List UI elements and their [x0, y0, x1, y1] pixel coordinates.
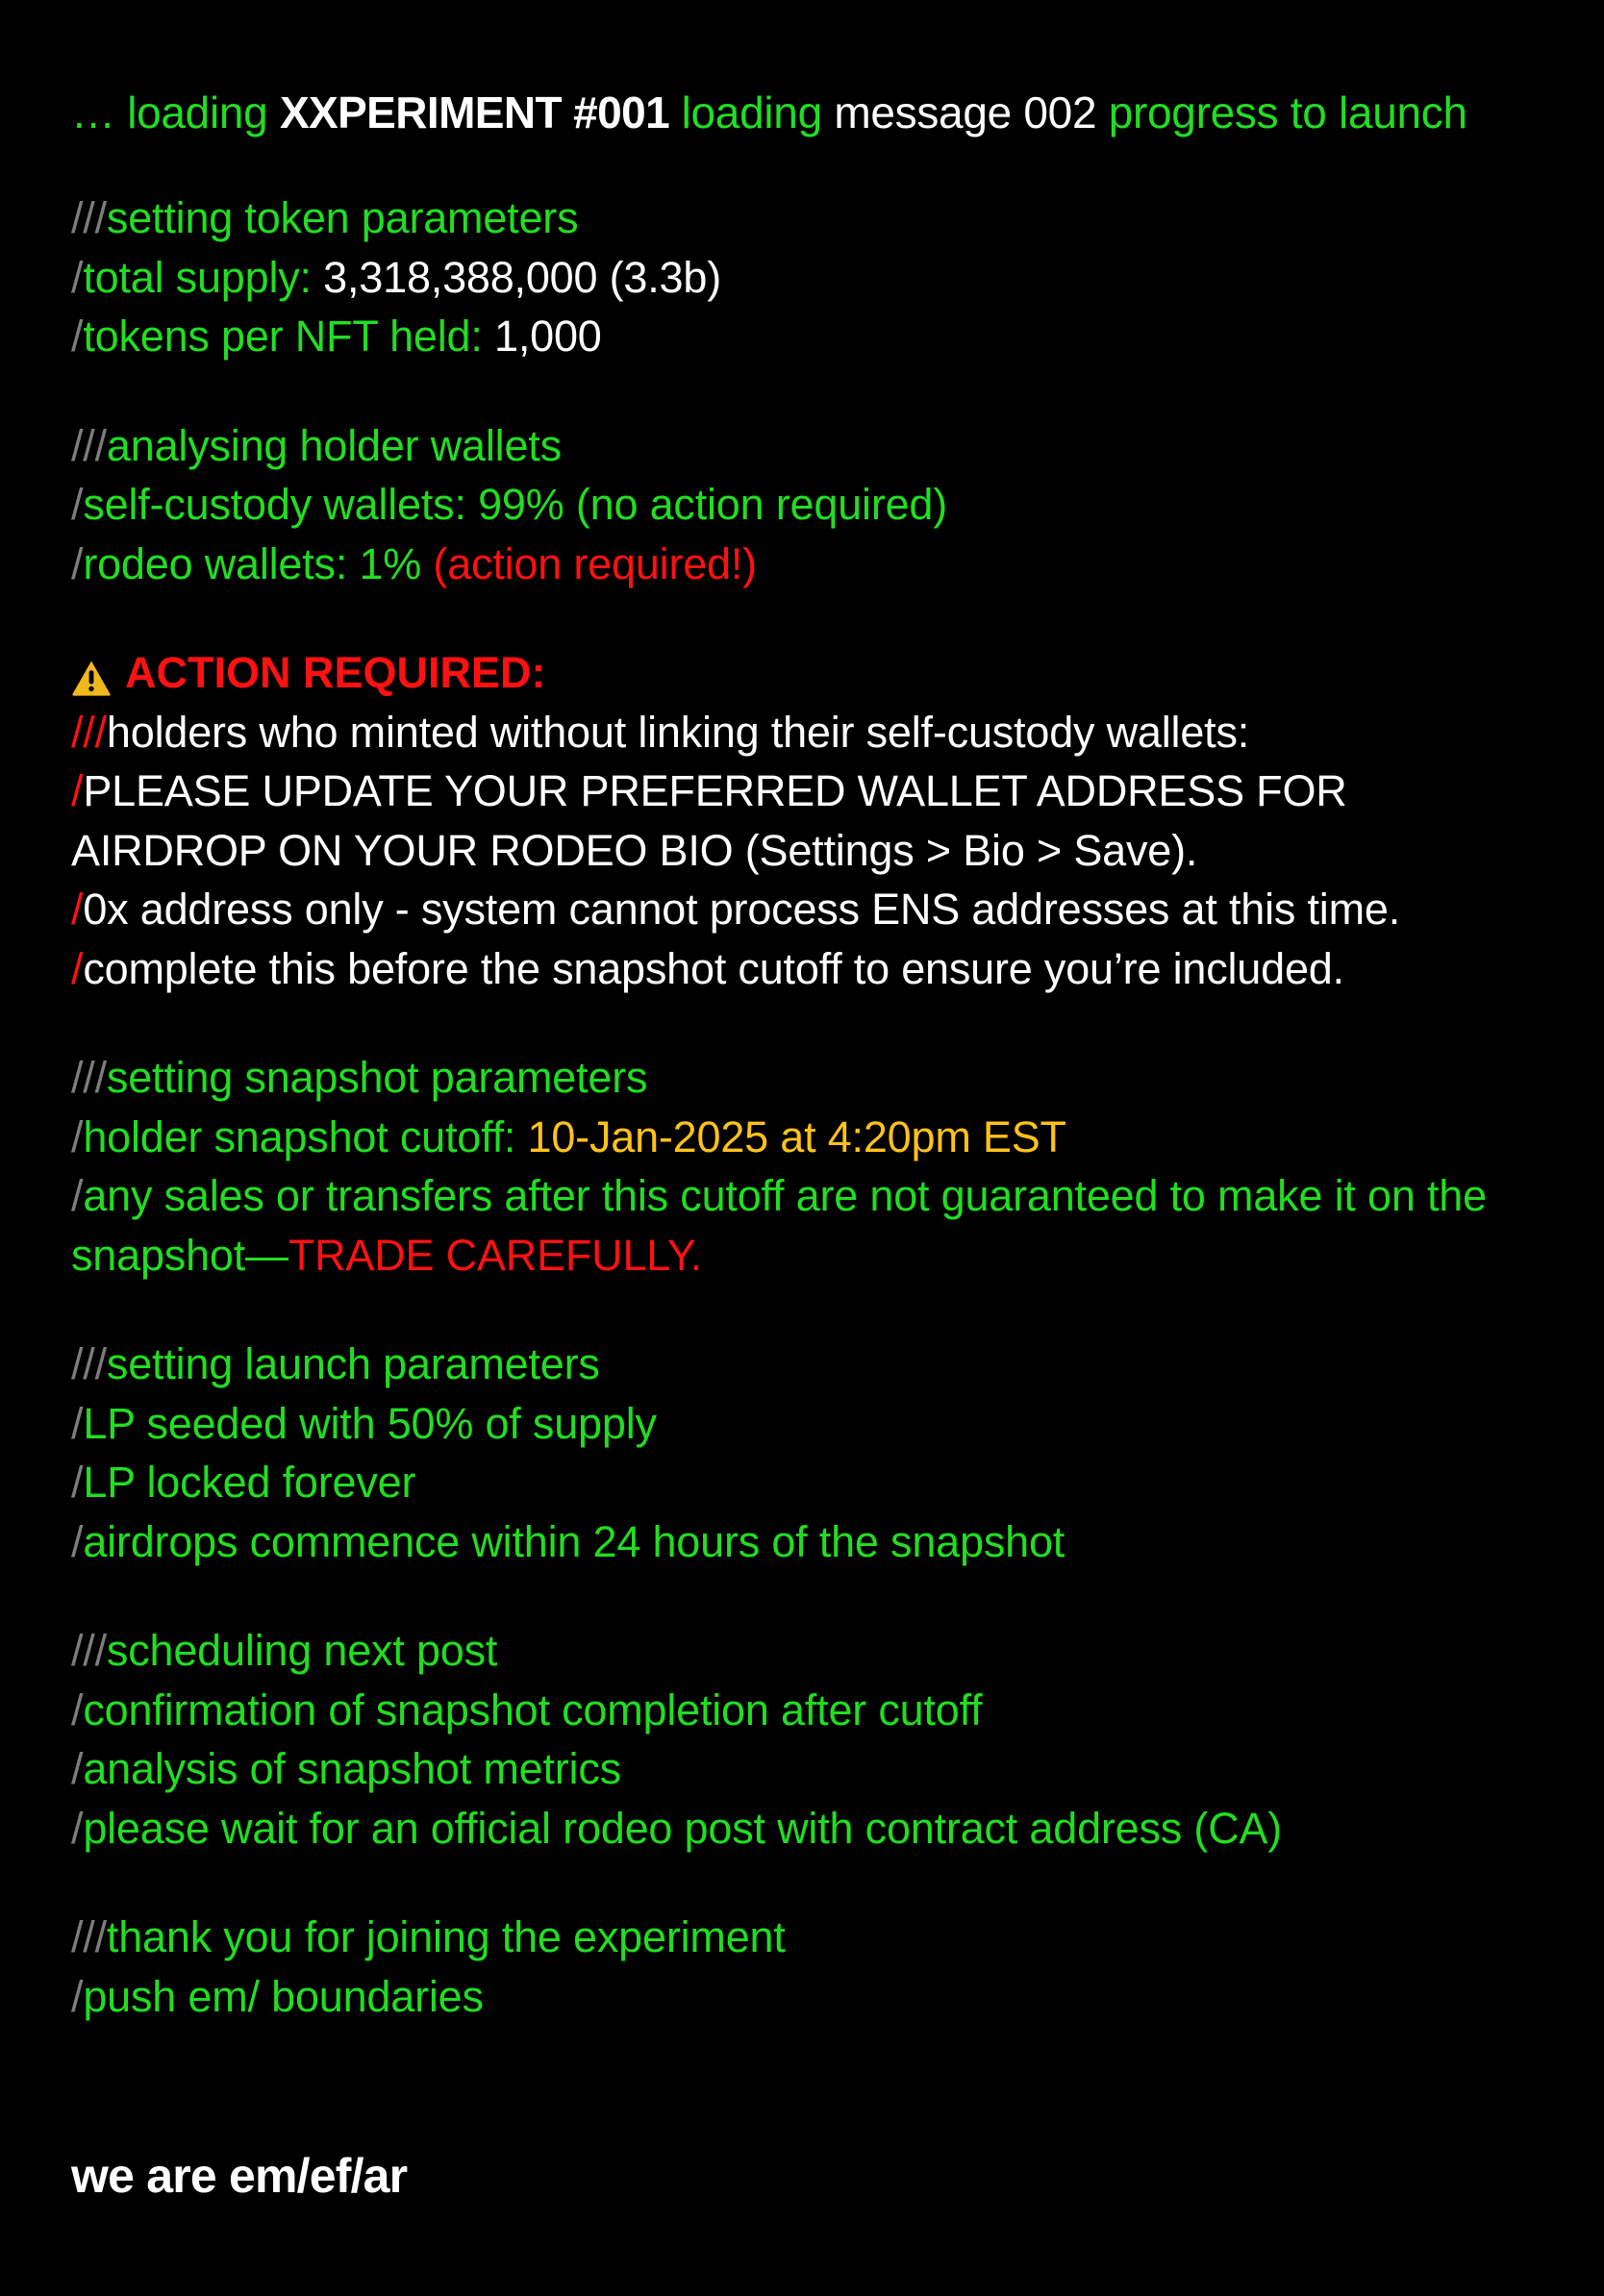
slash-prefix: / [71, 538, 84, 588]
slash-prefix: / [71, 1744, 84, 1793]
header-loading-1: loading [127, 87, 268, 137]
token-total-supply-row [71, 248, 1537, 308]
action-line-2-text: PLEASE UPDATE YOUR PREFERRED WALLET ADDRESS FOR AIRDROP ON YOUR RODEO BIO (Settings > Bio > Save). [71, 766, 1347, 875]
rodeo-wallets-value: rodeo wallets: 1% [83, 538, 434, 588]
header-loading-2: loading [681, 87, 822, 137]
warning-triangle-icon [71, 654, 112, 694]
push-boundaries-text: push em/ boundaries [83, 1971, 484, 2021]
slash-prefix: /// [71, 1053, 107, 1102]
lp-locked-text: LP locked forever [83, 1458, 416, 1507]
launch-heading-label: setting launch parameters [106, 1339, 600, 1388]
header-space-1 [267, 87, 279, 137]
snapshot-cutoff-label: holder snapshot cutoff: [83, 1111, 528, 1161]
section-action-required [71, 643, 1537, 998]
slash-prefix: / [71, 1111, 84, 1161]
token-heading-label: setting token parameters [106, 193, 579, 242]
section-thanks [71, 1908, 1537, 2026]
header-space-4 [1096, 87, 1108, 137]
slash-prefix: / [71, 1171, 84, 1220]
airdrop-timing-text: airdrops commence within 24 hours of the snapshot [83, 1516, 1065, 1566]
thanks-heading-label: thank you for joining the experiment [106, 1912, 786, 1961]
slash-prefix: / [71, 1685, 84, 1734]
header-message-label: message 002 [834, 87, 1097, 137]
snapshot-warning-row [71, 1166, 1537, 1285]
total-supply-value: 3,318,388,000 (3.3b) [311, 252, 721, 302]
wallets-heading [71, 416, 1537, 476]
slash-prefix: / [71, 1398, 84, 1448]
action-line-1 [71, 703, 1537, 762]
tokens-per-nft-value: 1,000 [482, 312, 602, 361]
header-space-3 [822, 87, 834, 137]
slash-prefix: / [71, 1803, 84, 1853]
slash-prefix: /// [71, 1626, 107, 1675]
self-custody-row [71, 475, 1537, 535]
scheduling-heading [71, 1621, 1537, 1681]
action-line-1-text: holders who minted without linking their self-custody wallets: [106, 707, 1250, 757]
slash-prefix: / [71, 766, 84, 815]
scheduling-heading-label: scheduling next post [106, 1626, 498, 1675]
page-title [71, 85, 1537, 140]
snapshot-warning-text: any sales or transfers after this cutoff are not guaranteed to make it on the snapshot— [71, 1171, 1487, 1280]
rodeo-action-badge: (action required!) [433, 538, 757, 588]
slash-prefix: / [71, 1516, 84, 1566]
lp-locked-row [71, 1453, 1537, 1512]
scheduling-item-1-text: confirmation of snapshot completion after cutoff [83, 1685, 983, 1734]
section-snapshot-parameters [71, 1048, 1537, 1285]
rodeo-wallets-row [71, 535, 1537, 594]
airdrop-timing-row [71, 1512, 1537, 1572]
slash-prefix: /// [71, 193, 107, 242]
tokens-per-nft-label: tokens per NFT held: [83, 312, 483, 361]
action-required-label: ACTION REQUIRED: [125, 648, 546, 697]
slash-prefix: / [71, 1971, 84, 2021]
slash-prefix: / [71, 480, 84, 529]
action-line-4-text: complete this before the snapshot cutoff to ensure you’re included. [83, 943, 1344, 993]
slash-prefix: / [71, 312, 84, 361]
slash-prefix: / [71, 885, 84, 934]
trade-carefully-emphasis: TRADE CAREFULLY. [288, 1230, 703, 1280]
slash-prefix: /// [71, 1339, 107, 1388]
section-holder-wallets [71, 416, 1537, 594]
lp-seeded-row [71, 1394, 1537, 1454]
header-tagline: progress to launch [1108, 87, 1467, 137]
action-line-3-text: 0x address only - system cannot process ENS addresses at this time. [83, 885, 1401, 934]
lp-seeded-text: LP seeded with 50% of supply [83, 1398, 657, 1448]
scheduling-item-3 [71, 1799, 1537, 1859]
slash-prefix: /// [71, 707, 107, 757]
slash-prefix: /// [71, 1912, 107, 1961]
thanks-heading [71, 1908, 1537, 1967]
scheduling-item-1 [71, 1681, 1537, 1740]
snapshot-cutoff-row [71, 1108, 1537, 1167]
launch-heading [71, 1335, 1537, 1394]
action-line-4 [71, 939, 1537, 999]
total-supply-label: total supply: [83, 252, 312, 302]
header-experiment-title: XXPERIMENT #001 [279, 87, 670, 137]
scheduling-item-3-text: please wait for an official rodeo post with contract address (CA) [83, 1803, 1283, 1853]
token-heading [71, 188, 1537, 248]
token-per-nft-row [71, 307, 1537, 366]
push-boundaries-row [71, 1967, 1537, 2027]
action-required-heading [71, 643, 1537, 703]
snapshot-heading-label: setting snapshot parameters [106, 1053, 648, 1102]
slash-prefix: / [71, 943, 84, 993]
section-token-parameters [71, 188, 1537, 366]
brand-signature: we are em/ef/ar [71, 2149, 408, 2203]
header-dots: … [71, 87, 128, 137]
section-scheduling [71, 1621, 1537, 1858]
slash-prefix: / [71, 252, 84, 302]
scheduling-item-2 [71, 1739, 1537, 1799]
slash-prefix: /// [71, 420, 107, 470]
wallets-heading-label: analysing holder wallets [106, 420, 562, 470]
snapshot-heading [71, 1048, 1537, 1108]
scheduling-item-2-text: analysis of snapshot metrics [83, 1744, 621, 1793]
self-custody-value: self-custody wallets: 99% (no action required) [83, 480, 948, 529]
action-line-3 [71, 880, 1537, 939]
slash-prefix: / [71, 1458, 84, 1507]
action-line-2 [71, 761, 1537, 880]
snapshot-cutoff-value: 10-Jan-2025 at 4:20pm EST [527, 1111, 1066, 1161]
header-space-2 [669, 87, 681, 137]
section-launch-parameters [71, 1335, 1537, 1571]
